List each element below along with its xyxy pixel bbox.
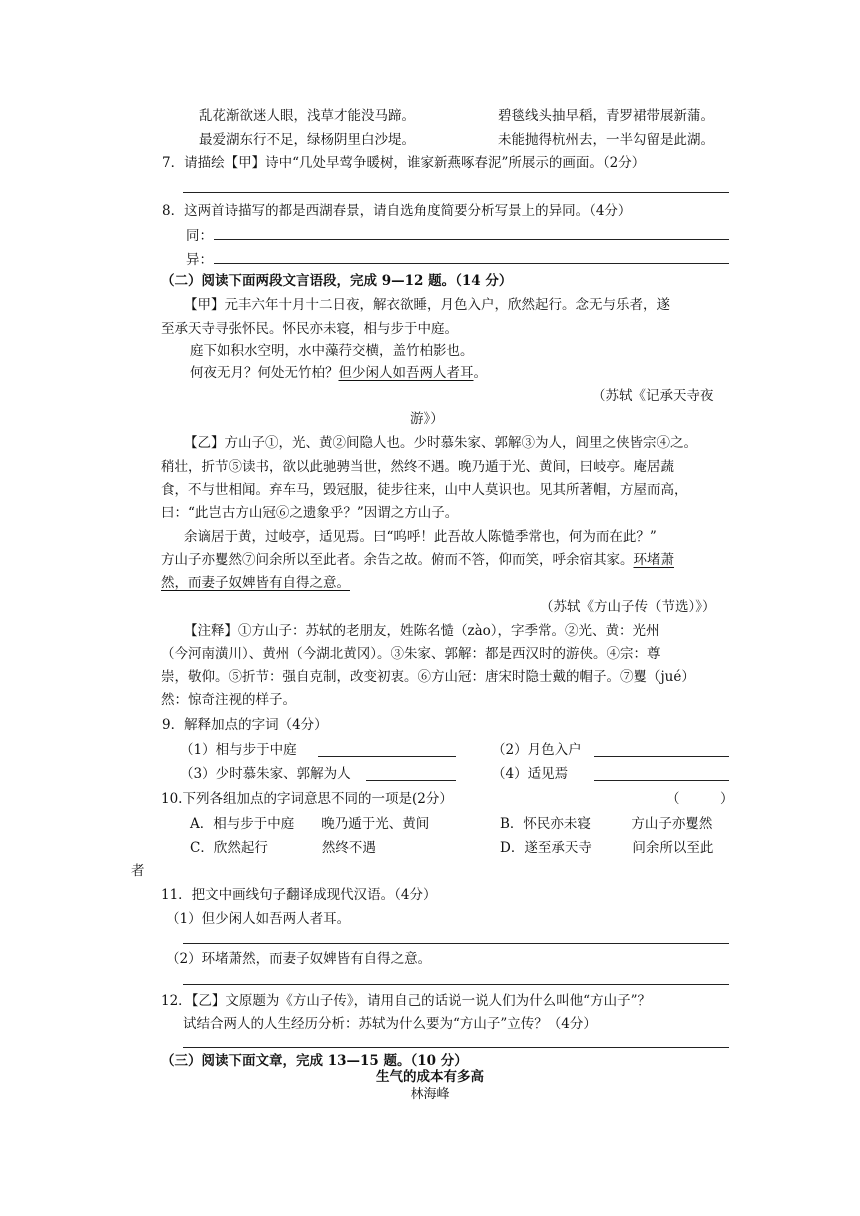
poem-line-1b: 碧毯线头抽早稻，青罗裙带展新蒲。 <box>498 108 714 124</box>
q10-option-d: D．遂至承天寺 问余所以至此 <box>500 840 714 856</box>
yi-line-5: 余谪居于黄，过岐亭，适见焉。曰“呜呼！此吾故人陈慥季常也，何为而在此？” <box>184 529 657 545</box>
answer-line-q9-1[interactable] <box>318 756 456 757</box>
question-10: 10.下列各组加点的字词意思不同的一项是(2分） <box>161 791 453 807</box>
article-title: 生气的成本有多高 <box>376 1069 484 1085</box>
q8-same-label: 同： <box>186 228 213 244</box>
yi-line-6 <box>161 551 674 569</box>
jia-line-1: 【甲】元丰六年十月十二日夜，解衣欲睡，月色入户，欣然起行。念无与乐者，遂 <box>184 297 670 313</box>
yi-line-7 <box>161 574 350 592</box>
q8-diff-label: 异： <box>186 252 213 268</box>
question-11: 11．把文中画线句子翻译成现代汉语。（4分） <box>161 887 437 903</box>
q9-item-3: （3）少时慕朱家、郭解为人 <box>180 766 351 782</box>
notes-line-3: 崇，敬仰。⑤折节：强自克制，改变初衷。⑥方山冠：唐宋时隐士戴的帽子。⑦矍（jué） <box>161 669 695 685</box>
yi-source: （苏轼《方山子传（节选）》） <box>540 599 716 615</box>
jia-line-4-text: 何夜无月？何处无竹柏？ <box>190 365 339 381</box>
q9-item-1: （1）相与步于中庭 <box>180 742 297 758</box>
answer-line-q9-2[interactable] <box>594 756 729 757</box>
jia-underlined-sentence: 但少闲人如吾两人者耳 <box>338 365 474 381</box>
jia-line-4-end: 。 <box>473 365 487 381</box>
yi-line-1: 【乙】方山子①，光、黄②间隐人也。少时慕朱家、郭解③为人，闾里之侠皆宗④之。 <box>184 435 697 451</box>
yi-line-6-text: 方山子亦矍然⑦问余所以至此者。余告之故。俯而不答，仰而笑，呼余宿其家。 <box>161 552 634 568</box>
article-author: 林海峰 <box>410 1087 450 1102</box>
question-9: 9．解释加点的字词（4分） <box>162 717 328 733</box>
poem-line-2a: 最爱湖东行不足，绿杨阴里白沙堤。 <box>199 132 415 148</box>
q11-item-2: （2）环堵萧然，而妻子奴婢皆有自得之意。 <box>166 951 432 967</box>
answer-line-q9-4[interactable] <box>594 780 729 781</box>
yi-line-2: 稍壮，折节⑤读书，欲以此驰骋当世，然终不遇。晚乃遁于光、黄间，曰岐亭。庵居蔬 <box>161 459 674 475</box>
section-2-title: （二）阅读下面两段文言语段，完成 9—12 题。（14 分） <box>161 273 513 289</box>
q10-option-d-wrap: 者 <box>131 863 145 879</box>
poem-line-1a: 乱花渐欲迷人眼，浅草才能没马蹄。 <box>199 108 415 124</box>
yi-line-3: 食，不与世相闻。弃车马，毁冠服，徒步往来，山中人莫识也。见其所著帽，方屋而高， <box>161 482 688 498</box>
q9-item-2: （2）月色入户 <box>492 742 582 758</box>
yi-underlined-a: 环堵萧 <box>633 552 674 568</box>
jia-line-2: 至承天寺寻张怀民。怀民亦未寝，相与步于中庭。 <box>161 321 458 337</box>
answer-line-q12[interactable] <box>183 1047 729 1048</box>
jia-line-3: 庭下如积水空明，水中藻荇交横，盖竹柏影也。 <box>190 343 474 359</box>
yi-line-4: 曰：“此岂古方山冠⑥之遗象乎？”因谓之方山子。 <box>161 505 459 521</box>
poem-line-2b: 未能抛得杭州去，一半勾留是此湖。 <box>498 132 714 148</box>
q10-answer-paren[interactable]: （ ） <box>666 791 734 807</box>
answer-line-q7[interactable] <box>183 192 729 193</box>
q9-item-4: （4）适见焉 <box>492 766 569 782</box>
q11-item-1: （1）但少闲人如吾两人者耳。 <box>166 911 351 927</box>
answer-line-q11-1[interactable] <box>183 943 729 944</box>
jia-source-a: （苏轼《记承天寺夜 <box>592 388 714 404</box>
q10-option-c: C．欣然起行 然终不遇 <box>190 840 376 856</box>
answer-line-q8-same[interactable] <box>214 239 729 240</box>
notes-line-1: 【注释】①方山子：苏轼的老朋友，姓陈名慥（zào），字季常。②光、黄：光州 <box>184 623 660 639</box>
answer-line-q8-diff[interactable] <box>214 263 729 264</box>
q10-option-b: B．怀民亦未寝 方山子亦矍然 <box>500 816 713 832</box>
question-12-line-2: 试结合两人的人生经历分析：苏轼为什么要为“方山子”立传？（4分） <box>183 1016 597 1032</box>
yi-underlined-b: 然，而妻子奴婢皆有自得之意。 <box>161 575 350 591</box>
notes-line-2: （今河南潢川）、黄州（今湖北黄冈）。③朱家、郭解：都是西汉时的游侠。④宗：尊 <box>161 646 661 662</box>
question-12-line-1: 12．【乙】文原题为《方山子传》，请用自己的话说一说人们为什么叫他“方山子”？ <box>161 993 651 1009</box>
question-7: 7．请描绘【甲】诗中“几处早莺争暖树，谁家新燕啄春泥”所展示的画面。（2分） <box>162 155 646 171</box>
jia-source-b: 游》） <box>410 411 444 427</box>
q10-option-a: A．相与步于中庭 晚乃遁于光、黄间 <box>190 816 430 832</box>
question-8: 8．这两首诗描写的都是西湖春景，请自选角度简要分析写景上的异同。（4分） <box>162 203 632 219</box>
section-3-title: （三）阅读下面文章，完成 13—15 题。（10 分） <box>161 1053 468 1069</box>
answer-line-q11-2[interactable] <box>183 984 729 985</box>
jia-line-4 <box>190 364 487 382</box>
notes-line-4: 然：惊奇注视的样子。 <box>161 692 296 708</box>
answer-line-q9-3[interactable] <box>366 780 456 781</box>
